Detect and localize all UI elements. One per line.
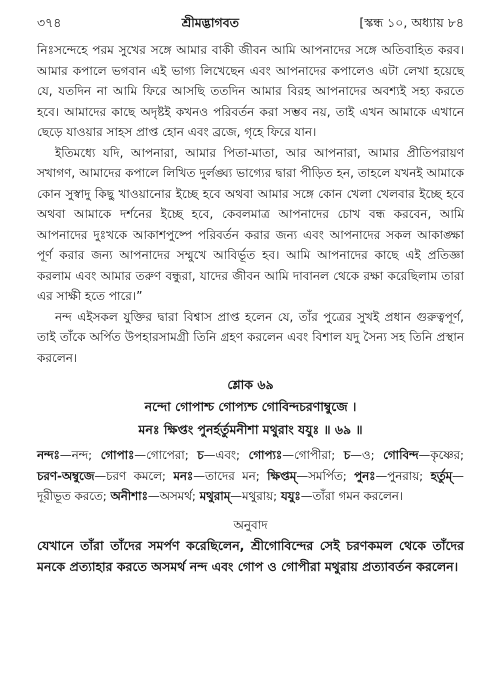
synonym-entry: চরণ-অম্বুজে—চরণ কমলে; [37,468,174,483]
canto-chapter: [স্কন্ধ ১০, অধ্যায় ৮৪ [359,15,464,30]
translation-text: যেখানে তাঁরা তাঁদের সমর্পণ করেছিলেন, শ্রীগোবিন্দের সেই চরণকমল থেকে তাঁদের মনকে প্রত্যাহার করতে অসমর্থ নন্দ এবং গোপ ও গোপীরা মথুরায় প্রত্যাবর্তন করলেন। [37,537,464,574]
sloka-heading: শ্লোক ৬৯ [227,377,274,392]
synonyms-block [37,445,464,507]
translation-heading: অনুবাদ [233,517,268,532]
synonym-entry: মনঃ—তাদের মন; [173,468,268,483]
synonym-entry: ক্ষিপ্তম্—সমর্পিত; [267,468,355,483]
synonym-entry: পুনঃ—পুনরায়; [354,468,431,483]
synonym-entry: চ—এবং; [197,448,249,462]
synonym-entry: গোপ্যঃ—গোপীরা; [248,448,344,462]
synonym-entry: চ—ও; [343,448,384,462]
verse-line-1: নন্দো গোপাশ্চ গোপ্যশ্চ গোবিন্দচরণাম্বুজে । [144,399,357,414]
page-number: ৩৭৪ [37,15,62,30]
book-title: শ্রীমদ্ভাগবত [181,15,240,30]
synonym-entry: নন্দঃ—নন্দ; [37,448,101,462]
synonym-entry: গোবিন্দ—কৃষ্ণের; [383,448,464,462]
synonym-entry: যযুঃ—তাঁরা গমন করলেন। [280,489,404,503]
purport-paragraph-2: ইতিমধ্যে যদি, আপনারা, আমার পিতা-মাতা, আর আপনারা, আমার প্রীতিপরায়ণ সখাগণ, আমাদের কপালে লিখিত দুর্লঙ্ঘ্য ভাগ্যের দ্বারা পীড়িত হন, তাহলে যখনই আমাকে কোন সুস্বাদু কিছু খাওয়ানোর ইচ্ছে হবে অথবা আমার সঙ্গে কোন খেলা খেলবার ইচ্ছে হবে অথবা আমাকে দর্শনের ইচ্ছে হবে, কেবলমাত্র আপনাদের চোখ বন্ধ করবেন, আমি আপনাদের দুঃখকে আকাশপুষ্পে পরিবর্তন করার জন্য এবং আপনাদের সকল আকাঙ্ক্ষা পূর্ণ করার জন্য আপনাদের সম্মুখে আবির্ভূত হব। আমি আপনাদের কাছে এই প্রতিজ্ঞা করলাম এবং আমার তরুণ বন্ধুরা, যাদের জীবন আমি দাবানল থেকে রক্ষা করেছিলাম তারা এর সাক্ষী হতে পারে।” [37,145,464,303]
synonym-entry: হর্তুম্—দূরীভূত করতে; [37,468,464,503]
synonym-entry: গোপাঃ—গোপেরা; [100,448,198,462]
verse-line-2: মনঃ ক্ষিপ্তং পুনর্হর্তুমনীশা মথুরাং যযুঃ ॥ ৬৯ ॥ [138,422,363,437]
purport-paragraph-3: নন্দ এইসকল যুক্তির দ্বারা বিশ্বাস প্রাপ্ত হলেন যে, তাঁর পুত্রের সুখই প্রধান গুরুত্বপূর্ণ, তাই তাঁকে অর্পিত উপহারসামগ্রী তিনি গ্রহণ করলেন এবং বিশাল যদু সৈন্য সহ তিনি প্রস্থান করলেন। [37,309,464,365]
purport-paragraph-1: নিঃসন্দেহে পরম সুখের সঙ্গে আমার বাকী জীবন আমি আপনাদের সঙ্গে অতিবাহিত করব। আমার কপালে ভগবান এই ভাগ্য লিখেছেন এবং আপনাদের কপালেও এটা লেখা হয়েছে যে, যতদিন না আমি ফিরে আসছি ততদিন আমার বিরহ আপনাদের অবশ্যই সহ্য করতে হবে। আমাদের কাছে অদৃষ্টই কখনও পরিবর্তন করা সম্ভব নয়, তাই এখন আমাকে এখানে ছেড়ে যাওয়ার সাহস প্রাপ্ত হোন এবং ব্রজে, গৃহে ফিরে যান। [37,43,464,139]
synonym-entry: মথুরাম্—মথুরায়; [199,489,281,503]
page-header [37,14,464,32]
synonym-entry: অনীশাঃ—অসমর্থ; [110,489,200,503]
